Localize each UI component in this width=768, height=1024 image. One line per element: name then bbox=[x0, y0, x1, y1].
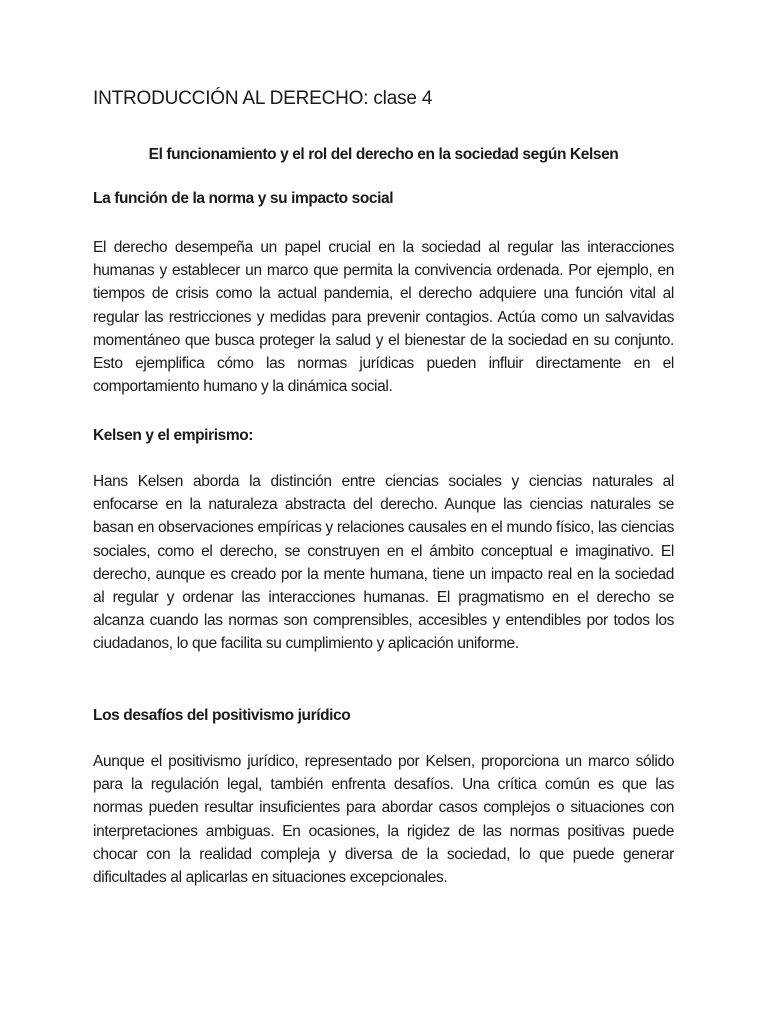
section-heading-positivismo: Los desafíos del positivismo jurídico bbox=[93, 707, 351, 724]
section-body-positivismo: Aunque el positivismo jurídico, representado por Kelsen, proporciona un marco sólido para la regulación legal, también enfrenta desafíos. Una crítica común es que las normas pueden resultar insuficientes para abordar casos complejos o situaciones con interpretaciones ambiguas. En ocasiones, la rigidez de las normas positivas puede chocar con la realidad compleja y diversa de la sociedad, lo que puede generar dificultades al aplicarlas en situaciones excepcionales. bbox=[93, 753, 674, 887]
section-body-empirismo: Hans Kelsen aborda la distinción entre ciencias sociales y ciencias naturales al enfocarse en la naturaleza abstracta del derecho. Aunque las ciencias naturales se basan en observaciones empíricas y relaciones causales en el mundo físico, las ciencias sociales, como el derecho, se construyen en el ámbito conceptual e imaginativo. El derecho, aunque es creado por la mente humana, tiene un impacto real en la sociedad al regular y ordenar las interacciones humanas. El pragmatismo en el derecho se alcanza cuando las normas son comprensibles, accesibles y entendibles por todos los ciudadanos, lo que facilita su cumplimiento y aplicación uniforme. bbox=[93, 473, 674, 653]
document-subtitle: El funcionamiento y el rol del derecho en la sociedad según Kelsen bbox=[148, 146, 619, 163]
section-heading-norma: La función de la norma y su impacto social bbox=[93, 190, 394, 207]
section-heading-empirismo: Kelsen y el empirismo: bbox=[93, 427, 254, 444]
section-body-norma: El derecho desempeña un papel crucial en la sociedad al regular las interacciones humanas y establecer un marco que permita la convivencia ordenada. Por ejemplo, en tiempos de crisis como la actual pandemia, el derecho adquiere una función vital al regular las restricciones y medidas para prevenir contagios. Actúa como un salvavidas momentáneo que busca proteger la salud y el bienestar de la sociedad en su conjunto. Esto ejemplifica cómo las normas jurídicas pueden influir directamente en el comportamiento humano y la dinámica social. bbox=[93, 239, 674, 396]
document-title: INTRODUCCIÓN AL DERECHO: clase 4 bbox=[93, 88, 433, 109]
